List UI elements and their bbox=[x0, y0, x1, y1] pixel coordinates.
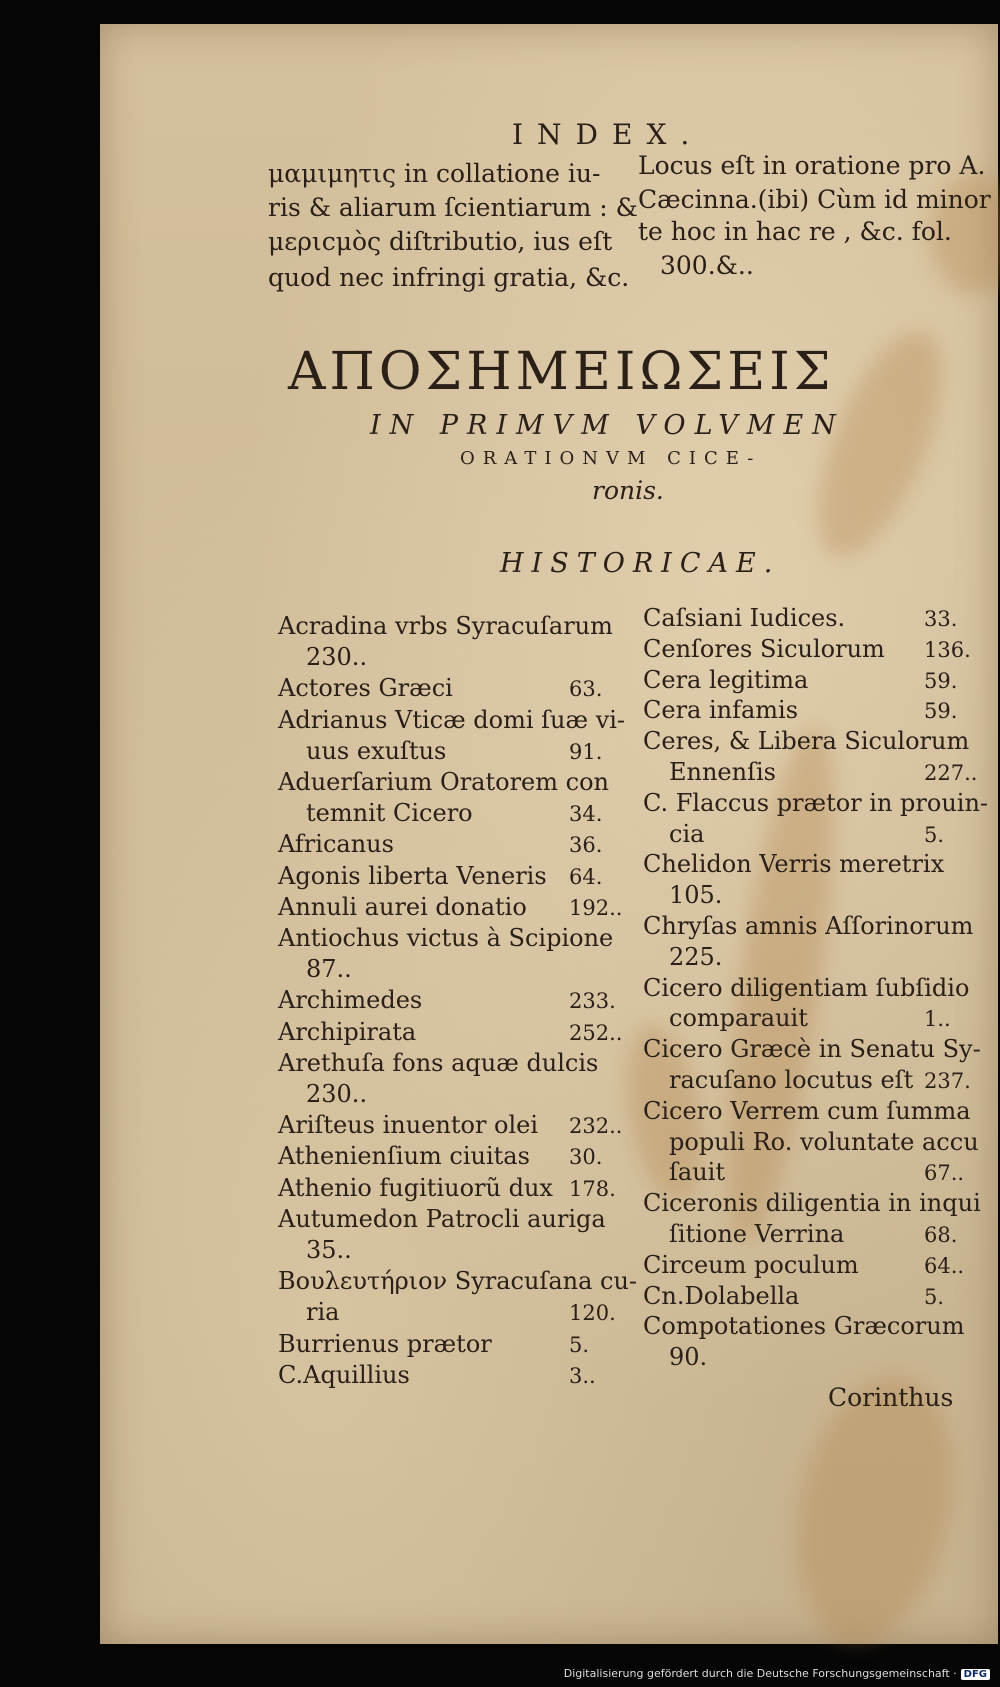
page-number: 64.. bbox=[924, 1253, 965, 1278]
text-line: Cæcinna.(ibi) Cùm id minor bbox=[638, 185, 991, 214]
text-line: ris & aliarum ſcientiarum : & bbox=[268, 193, 638, 222]
page-number: 237. bbox=[924, 1069, 971, 1093]
index-entry-line: 230.. bbox=[306, 643, 368, 672]
index-entry-line: Archipirata bbox=[278, 1017, 417, 1046]
index-entry-line: 35.. bbox=[306, 1236, 352, 1264]
page-number: 120. bbox=[569, 1301, 616, 1326]
footer-text: Digitalisierung gefördert durch die Deutsche Forschungsgemeinschaft · bbox=[563, 1667, 957, 1680]
index-entry-line: Cicero diligentiam ſubſidio bbox=[643, 973, 970, 1002]
text-line: te hoc in hac re , &c. fol. bbox=[638, 217, 952, 246]
text-line: quod nec infringi gratia, &c. bbox=[268, 263, 630, 292]
text-line: 300.&.. bbox=[660, 251, 754, 280]
index-entry-line: Agonis liberta Veneris bbox=[278, 861, 547, 890]
page-number: 136. bbox=[924, 637, 971, 662]
index-entry-line: populi Ro. voluntate accu bbox=[669, 1127, 979, 1156]
index-entry-line: Africanus bbox=[278, 830, 394, 859]
index-entry-line: Cn.Dolabella bbox=[643, 1281, 800, 1310]
index-entry-line: Athenienſium ciuitas bbox=[278, 1142, 530, 1171]
index-entry-line: ſitione Verrina bbox=[669, 1220, 845, 1248]
index-entry-line: Compotationes Græcorum bbox=[643, 1312, 965, 1341]
index-entry-line: 105. bbox=[669, 881, 723, 910]
index-entry-line: Adrianus Vticæ domi ſuæ vi- bbox=[278, 705, 626, 734]
page-number: 59. bbox=[924, 699, 958, 724]
index-entry-line: Ariſteus inuentor olei bbox=[278, 1111, 539, 1140]
index-entry-line: Acradina vrbs Syracuſarum bbox=[278, 612, 613, 640]
page-number: 33. bbox=[924, 607, 958, 631]
page-number: 5. bbox=[569, 1332, 590, 1357]
section-title-greek: ΑΠΟΣΗΜΕΙΩΣΕΙΣ bbox=[288, 342, 835, 402]
page-number: 5. bbox=[924, 1284, 945, 1309]
section-title-line2: IN PRIMVM VOLVMEN bbox=[370, 410, 845, 441]
index-entry-line: comparauit bbox=[669, 1004, 808, 1033]
index-entry-line: Cera legitima bbox=[643, 665, 809, 694]
subsection-heading: HISTORICAE. bbox=[500, 548, 781, 579]
index-entry-line: Aduerſarium Oratorem con bbox=[278, 768, 609, 796]
index-entry-line: Chelidon Verris meretrix bbox=[643, 850, 945, 879]
index-entry-line: Actores Græci bbox=[278, 674, 453, 703]
index-entry-line: Arethuſa fons aquæ dulcis bbox=[278, 1048, 599, 1077]
index-entry-line: Cenſores Siculorum bbox=[643, 634, 885, 663]
dfg-logo-icon: DFG bbox=[961, 1669, 990, 1680]
index-entry-line: Βουλευτήριον Syracuſana cu- bbox=[278, 1267, 638, 1296]
index-entry-line: Burrienus prætor bbox=[278, 1329, 492, 1358]
index-entry-line: 87.. bbox=[306, 955, 352, 984]
index-entry-line: Antiochus victus à Scipione bbox=[278, 924, 614, 952]
index-entry-line: Cicero Verrem cum ſumma bbox=[643, 1096, 971, 1125]
page-number: 1.. bbox=[924, 1007, 951, 1032]
index-entry-line: cia bbox=[669, 819, 705, 848]
running-header: INDEX. bbox=[512, 118, 704, 151]
index-entry-line: uus exuſtus bbox=[306, 736, 447, 765]
index-entry-line: Circeum poculum bbox=[643, 1250, 859, 1279]
section-title-line3: ORATIONVM CICE- bbox=[460, 448, 762, 469]
digitization-footer bbox=[564, 1667, 990, 1680]
index-entry-line: Autumedon Patrocli auriga bbox=[278, 1204, 606, 1233]
index-entry-line: C. Flaccus prætor in prouin- bbox=[643, 788, 989, 817]
page-number: 252.. bbox=[569, 1020, 623, 1045]
index-entry-line: ria bbox=[306, 1298, 340, 1327]
text-line: μαμιμητις in collatione iu- bbox=[268, 159, 601, 188]
index-entry-line: 90. bbox=[669, 1343, 708, 1372]
catchword: Corinthus bbox=[828, 1383, 954, 1412]
index-entry-line: Cicero Græcè in Senatu Sy- bbox=[643, 1035, 981, 1064]
index-entry-line: Archimedes bbox=[278, 986, 423, 1015]
index-entry-line: 230.. bbox=[306, 1080, 368, 1108]
page-number: 192.. bbox=[569, 895, 623, 920]
index-entry-line: Athenio fugitiuorũ dux bbox=[278, 1173, 553, 1202]
index-entry-line: Chryſas amnis Aſſorinorum bbox=[643, 912, 974, 940]
index-entry-line: Cera infamis bbox=[643, 696, 799, 725]
text-line: μεριϲμὸς diſtributio, ius eſt bbox=[268, 227, 613, 256]
page-number: 67.. bbox=[924, 1161, 965, 1186]
index-entry-line: C.Aquillius bbox=[278, 1360, 410, 1389]
page-number: 233. bbox=[569, 989, 616, 1014]
section-title-line4: ronis. bbox=[592, 476, 664, 505]
index-entry-line: temnit Cicero bbox=[306, 799, 473, 828]
index-entry-line: ſauit bbox=[669, 1158, 725, 1187]
page-number: 227.. bbox=[924, 761, 978, 785]
page-number: 59. bbox=[924, 668, 958, 693]
page-number: 63. bbox=[569, 677, 603, 702]
page-number: 64. bbox=[569, 864, 603, 889]
index-entry-line: Ciceronis diligentia in inqui bbox=[643, 1189, 981, 1218]
page-number: 68. bbox=[924, 1223, 958, 1247]
index-entry-line: Annuli aurei donatio bbox=[278, 892, 527, 921]
text-line: Locus eſt in oratione pro A. bbox=[638, 151, 986, 180]
page-number: 34. bbox=[569, 802, 603, 827]
index-entry-line: racuſano locutus eſt bbox=[669, 1066, 914, 1094]
page-number: 5. bbox=[924, 822, 945, 847]
page-number: 30. bbox=[569, 1145, 603, 1170]
page-number: 3.. bbox=[569, 1363, 596, 1388]
page-number: 178. bbox=[569, 1176, 616, 1201]
index-entry-line: Ennenſis bbox=[669, 758, 776, 786]
page-number: 91. bbox=[569, 739, 603, 764]
index-entry-line: 225. bbox=[669, 942, 723, 971]
page-number: 232.. bbox=[569, 1114, 623, 1139]
page-number: 36. bbox=[569, 833, 603, 858]
index-entry-line: Caſsiani Iudices. bbox=[643, 604, 846, 632]
index-entry-line: Ceres, & Libera Siculorum bbox=[643, 727, 970, 756]
